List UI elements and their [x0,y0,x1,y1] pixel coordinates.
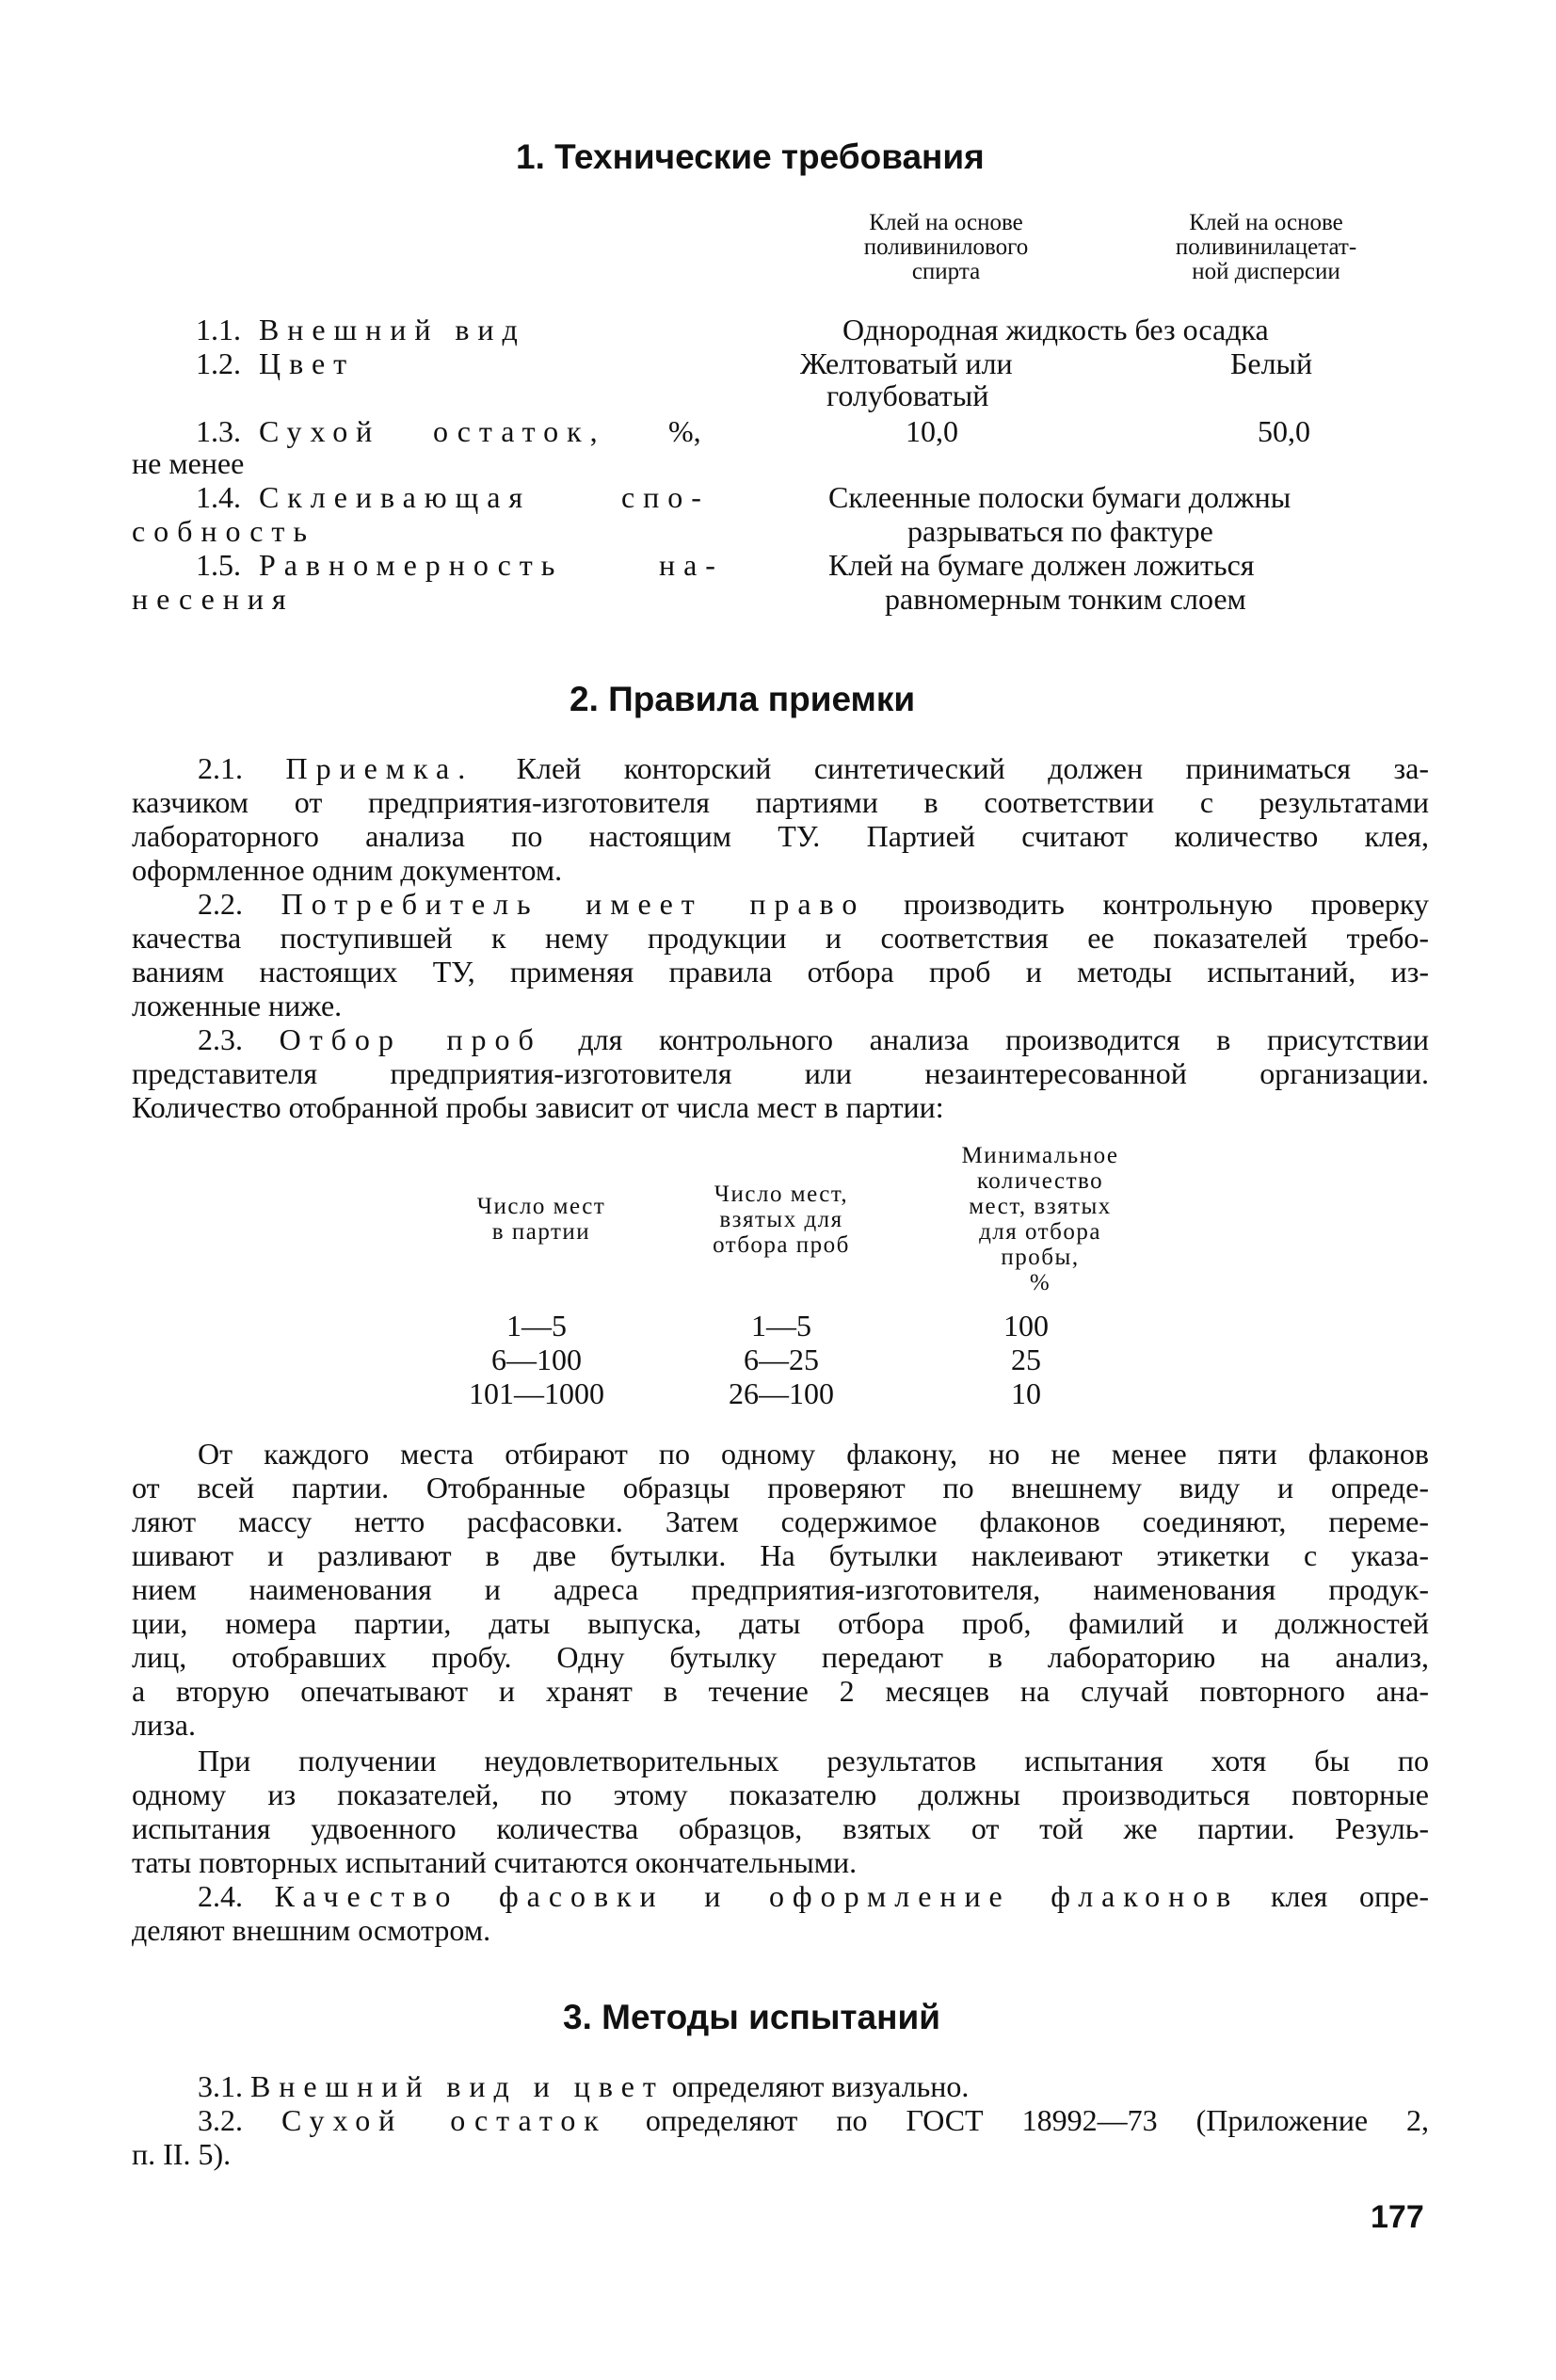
text-line: от всей партии. Отобранные образцы проверяют по внешнему виду и опреде- [132,1471,1429,1504]
table-cell: 101—1000 [469,1376,604,1410]
table-cell: 26—100 [729,1376,834,1410]
column-header-line: ной дисперсии [1192,259,1340,284]
text-line: ваниям настоящих ТУ, применяя правила отбора проб и методы испытаний, из- [132,955,1429,989]
req-1-1-value: Однородная жидкость без осадка [842,313,1269,346]
text-line: Количество отобранной пробы зависит от числа мест в партии: [132,1090,944,1124]
clause-number: 3.1. [198,2069,243,2103]
section-2-title: 2. Правила приемки [569,680,916,718]
text-line: качества поступившей к нему продукции и соответствия ее показателей требо- [132,921,1429,955]
req-1-5-label-c: несения [132,582,295,616]
req-1-3-label-c: %, [668,414,701,448]
text-line: представителя предприятия-изготовителя или незаинтересованной организации. [132,1056,1429,1090]
req-1-2-number: 1.2. [196,346,241,380]
clause-number: 2.1. [198,751,243,785]
table-cell: 25 [1011,1343,1041,1376]
text-line: испытания удвоенного количества образцов, взятых от той же партии. Резуль- [132,1811,1429,1845]
req-1-4-number: 1.4. [196,480,241,514]
req-1-2-value-pvac: Белый [1230,346,1313,380]
req-1-5-value: Клей на бумаге должен ложиться [828,548,1255,582]
clause-lead: Приемка. [285,751,474,785]
paragraph-2-1 [132,751,1429,887]
table-header-line: пробы, [1001,1245,1080,1270]
table-cell: 6—25 [744,1343,819,1376]
paragraph-2-2 [132,887,1429,1022]
table-header-line: отбора проб [713,1232,850,1258]
req-1-4-label-b: спо- [621,480,710,514]
table-cell: 6—100 [491,1343,582,1376]
column-header-line: спирта [911,259,981,284]
table-header-taken [659,1182,904,1258]
column-header-line: поливинилового [863,234,1029,260]
text-line: для контрольного анализа производится в присутствии [578,1022,1429,1056]
table-header-line: Число мест [476,1194,606,1219]
req-1-3-label-d: не менее [132,446,245,480]
req-1-3-number: 1.3. [196,414,241,448]
text-line: а вторую опечатывают и хранят в течение 2 месяцев на случай повторного ана- [132,1674,1429,1708]
table-header-minimum [904,1143,1177,1295]
text-line: таты повторных испытаний считаются окончательными. [132,1845,858,1879]
section-1-title: 1. Технические требования [516,137,985,176]
table-header-line: мест, взятых [969,1194,1112,1219]
clause-number: 2.4. [198,1879,243,1913]
text-line: определяют визуально. [671,2069,970,2103]
table-header-line: в партии [491,1219,591,1245]
clause-lead: Сухой остаток [281,2103,607,2137]
table-header-line: взятых для [719,1207,843,1232]
req-1-3-label-a: Сухой [259,414,381,448]
req-1-4-label-c: собность [132,514,315,548]
text-line: При получении неудовлетворительных результатов испытания хотя бы по [198,1744,1429,1777]
text-line: ции, номера партии, даты выпуска, даты отбора проб, фамилий и должностей [132,1606,1429,1640]
paragraph-sampling-procedure [132,1437,1429,1742]
paragraph-2-3 [132,1022,1429,1124]
table-header-line: % [1029,1270,1051,1295]
req-1-5-value-cont: равномерным тонким слоем [885,582,1246,616]
text-line: определяют по ГОСТ 18992—73 (Приложение 2, [645,2103,1429,2137]
text-line: оформленное одним документом. [132,853,563,887]
text-line: производить контрольную проверку [903,887,1429,921]
text-line: клея опре- [1270,1879,1429,1913]
text-line: От каждого места отбирают по одному флакону, но не менее пяти флаконов [198,1437,1429,1471]
paragraph-3-2 [132,2103,1429,2171]
req-1-2-value-pva-cont: голубоватый [826,378,989,412]
text-line: одному из показателей, по этому показателю должны производиться повторные [132,1777,1429,1811]
text-line: казчиком от предприятия-изготовителя партиями в соответствии с результатами [132,785,1429,819]
page-number: 177 [1371,2199,1424,2235]
req-1-3-label-b: остаток, [433,414,606,448]
section-3-title: 3. Методы испытаний [563,1998,940,2036]
paragraph-2-4 [132,1879,1429,1947]
table-header-line: количество [976,1168,1104,1194]
clause-lead: Отбор проб [279,1022,542,1056]
table-cell: 100 [1003,1309,1049,1343]
text-line: ляют массу нетто расфасовки. Затем содержимое флаконов соединяют, переме- [132,1504,1429,1538]
table-header-line: Число мест, [714,1182,849,1207]
req-1-2-label: Цвет [259,346,356,380]
clause-lead: Внешний вид и цвет [250,2069,665,2103]
text-line: Клей конторский синтетический должен приниматься за- [516,751,1429,785]
req-1-3-value-pvac: 50,0 [1258,414,1310,448]
table-header-line: Минимальное [961,1143,1119,1168]
clause-number: 3.2. [198,2103,243,2137]
req-1-4-label-a: Склеивающая [259,480,532,514]
text-line: лиза. [132,1708,196,1742]
req-1-1-label: Внешний вид [259,313,526,346]
text-line: ложенные ниже. [132,989,343,1022]
column-header-line: Клей на основе [1189,210,1343,235]
req-1-5-label-b: на- [659,548,724,582]
table-header-line: для отбора [979,1219,1101,1245]
text-line: деляют внешним осмотром. [132,1913,491,1947]
text-line: шивают и разливают в две бутылки. На бутылки наклеивают этикетки с указа- [132,1538,1429,1572]
text-line: нием наименования и адреса предприятия-изготовителя, наименования продук- [132,1572,1429,1606]
req-1-3-value-pva: 10,0 [906,414,958,448]
clause-number: 2.3. [198,1022,243,1056]
table-cell: 1—5 [506,1309,567,1343]
clause-number: 2.2. [198,887,243,921]
table-header-lots [414,1194,668,1245]
req-1-4-value-cont: разрываться по фактуре [907,514,1213,548]
paragraph-retest [132,1744,1429,1879]
text-line: п. II. 5). [132,2137,232,2171]
req-1-2-value-pva: Желтоватый или [800,346,1013,380]
text-line: лиц, отобравших пробу. Одну бутылку передают в лабораторию на анализ, [132,1640,1429,1674]
column-header-line: Клей на основе [869,210,1023,235]
column-header-pva [805,211,1087,284]
clause-lead: Качество фасовки и оформление флаконов [274,1879,1240,1913]
column-header-pvac [1125,211,1407,284]
clause-lead: Потребитель имеет право [281,887,866,921]
table-cell: 1—5 [751,1309,811,1343]
req-1-5-number: 1.5. [196,548,241,582]
table-cell: 10 [1011,1376,1041,1410]
paragraph-3-1 [198,2069,969,2103]
column-header-line: поливинилацетат- [1175,234,1357,260]
text-line: лабораторного анализа по настоящим ТУ. Партией считают количество клея, [132,819,1429,853]
req-1-5-label-a: Равномерность [259,548,564,582]
req-1-1-number: 1.1. [196,313,241,346]
req-1-4-value: Склеенные полоски бумаги должны [828,480,1291,514]
